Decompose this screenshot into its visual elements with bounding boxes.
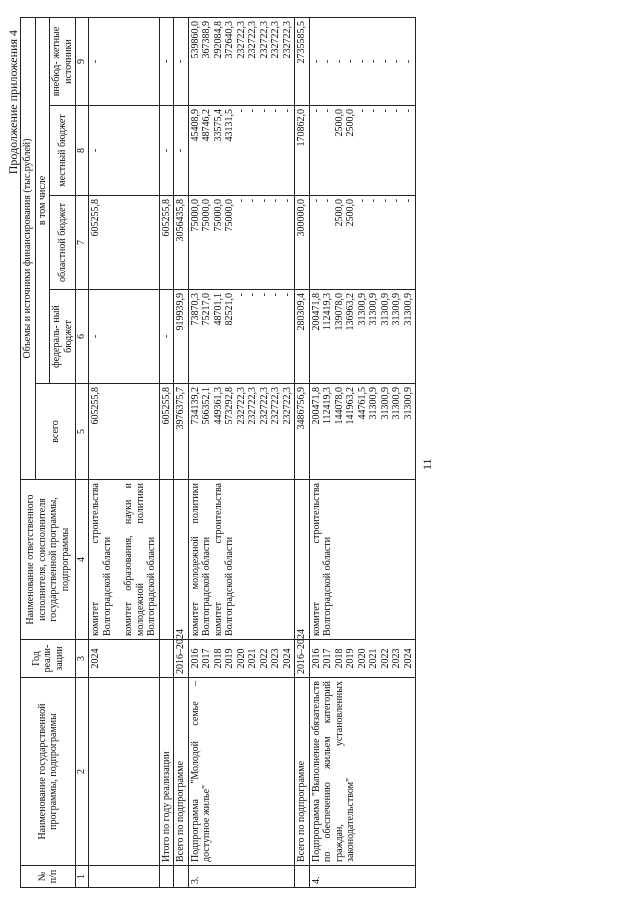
funding-table <box>20 17 416 888</box>
other-cell: 539860,0 367388,9 292084,8 372640,3 232722,3 232722,3 232722,3 232722,3 232722,3 <box>188 17 295 105</box>
local-cell: - - 2500,0 2500,0 - - - - - <box>309 106 416 196</box>
local-cell: - <box>159 106 174 196</box>
other-cell: 2735585,5 <box>295 17 310 105</box>
federal-cell: - <box>89 290 160 384</box>
row-label: Итого по году реализации <box>159 678 174 866</box>
federal-cell: 919939,9 <box>174 290 189 384</box>
col-number-2: 2 <box>76 678 89 866</box>
regional-cell: 3056435,8 <box>174 196 189 290</box>
other-cell: - <box>174 17 189 105</box>
regional-cell: 75000,0 75000,0 75000,0 75000,0 - - - - - <box>188 196 295 290</box>
other-cell: - <box>89 17 160 105</box>
years-cell: 2016–2024 <box>295 640 310 678</box>
local-cell: - <box>174 106 189 196</box>
header-other: внебюд- жетные источники <box>50 17 76 105</box>
regional-cell: 300000,0 <box>295 196 310 290</box>
col-number-9: 9 <box>76 17 89 105</box>
years-cell: 2016–2024 <box>174 640 189 678</box>
table-row <box>295 17 310 887</box>
col-number-6: 6 <box>76 290 89 384</box>
total-cell: 605255,8 <box>159 384 174 480</box>
col-number-3: 3 <box>76 640 89 678</box>
year-cell: 2024 <box>89 640 160 678</box>
regional-cell: - - 2500,0 2500,0 - - - - - <box>309 196 416 290</box>
row-label: Всего по подпрограмме <box>174 678 189 866</box>
local-cell: 45408,9 48746,2 33575,4 43131,5 - - - - - <box>188 106 295 196</box>
col-number-5: 5 <box>76 384 89 480</box>
page-number: 11 <box>420 458 434 470</box>
header-program-name: Наименование государственной программы, подпрограммы <box>21 678 76 866</box>
years-cell: 2016 2017 2018 2019 2020 2021 2022 2023 2024 <box>188 640 295 678</box>
row-number: 3. <box>188 866 295 888</box>
local-cell: - <box>89 106 160 196</box>
subprogram-name: Подпрограмма "Молодой семье – доступное жилье" <box>188 678 295 866</box>
federal-cell: 73870,3 75217,0 48701,1 82521,0 - - - - - <box>188 290 295 384</box>
regional-cell: 605255,8 <box>159 196 174 290</box>
federal-cell: 200471,8 112419,3 139078,0 136963,2 31300,9 31300,9 31300,9 31300,9 31300,9 <box>309 290 416 384</box>
federal-cell: - <box>159 290 174 384</box>
executor-education: комитет образования, науки и молодежной политики Волгоградской области <box>123 483 157 636</box>
executor-cell: комитет строительства Волгоградской области <box>309 480 416 640</box>
executor-construction: комитет строительства Волгоградской области <box>90 483 113 636</box>
appendix-note: Продолжение приложения 4 <box>6 30 20 175</box>
table-row <box>174 17 189 887</box>
total-cell: 734139,2 566352,1 449361,3 573292,8 232722,3 232722,3 232722,3 232722,3 232722,3 <box>188 384 295 480</box>
executor-youth: комитет молодежной политики Волгоградской области <box>189 483 212 636</box>
executor-cell <box>188 480 295 640</box>
local-cell: 170862,0 <box>295 106 310 196</box>
total-cell: 605255,8 <box>89 384 160 480</box>
header-year: Год реали- зации <box>21 640 76 678</box>
row-number: 4. <box>309 866 416 888</box>
header-total: всего <box>35 384 76 480</box>
other-cell: - - - - - - - - - <box>309 17 416 105</box>
header-funding-group: Объемы и источники финансирования (тыс.рублей) <box>21 17 36 479</box>
col-number-4: 4 <box>76 480 89 640</box>
header-number: № п/п <box>21 866 76 888</box>
col-number-7: 7 <box>76 196 89 290</box>
executor-cell <box>89 480 160 640</box>
header-including: в том числе <box>35 17 50 383</box>
header-regional: областной бюджет <box>50 196 76 290</box>
other-cell: - <box>159 17 174 105</box>
subprogram-name: Подпрограмма "Выполнение обязательств по обеспечению жильем категорий граждан, установленных законодательством" <box>309 678 416 866</box>
federal-cell: 280309,4 <box>295 290 310 384</box>
table-row <box>159 17 174 887</box>
table-row <box>309 17 416 887</box>
total-cell: 3976375,7 <box>174 384 189 480</box>
table-row <box>188 17 295 887</box>
table-row <box>89 17 160 887</box>
executor-construction: комитет строительства Волгоградской области <box>212 483 235 636</box>
years-cell: 2016 2017 2018 2019 2020 2021 2022 2023 2024 <box>309 640 416 678</box>
total-cell: 200471,8 112419,3 144078,0 141963,2 44761,5 31300,9 31300,9 31300,9 31300,9 <box>309 384 416 480</box>
row-label: Всего по подпрограмме <box>295 678 310 866</box>
col-number-1: 1 <box>76 866 89 888</box>
regional-cell: 605255,8 <box>89 196 160 290</box>
header-executor: Наименование ответственного исполнителя, соисполнителя государственной программы, подпрограммы <box>21 480 76 640</box>
col-number-8: 8 <box>76 106 89 196</box>
header-federal: федераль- ный бюджет <box>50 290 76 384</box>
total-cell: 3486756,9 <box>295 384 310 480</box>
header-local: местный бюджет <box>50 106 76 196</box>
